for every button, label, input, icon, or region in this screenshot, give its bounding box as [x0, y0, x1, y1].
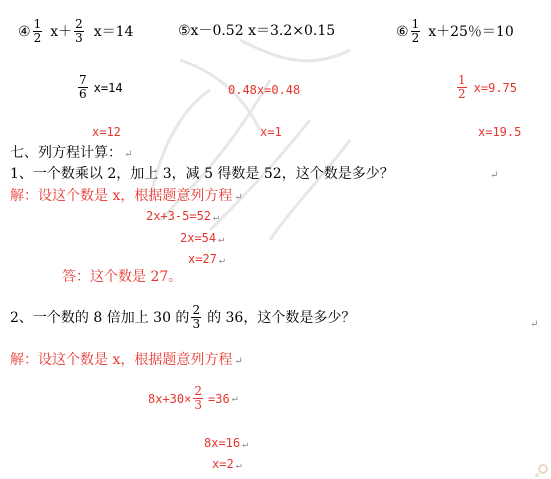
question-2-part-b: 的 36，这个数是多少？ — [207, 309, 356, 326]
watermark-graphic — [120, 0, 380, 270]
problem-6-number: ⑥ — [396, 23, 409, 40]
question-2-part-a: 2、一个数的 8 倍加上 30 的 — [10, 309, 190, 326]
question-2-fraction: $\frac{2}{3}$ — [192, 303, 201, 331]
problem-4 — [18, 18, 133, 45]
solution-6-fraction: $\frac{1}{2}$ — [458, 73, 466, 101]
solution-4-line — [76, 74, 123, 101]
solution-6-rest: x=9.75 — [473, 80, 517, 95]
problem-4-fraction-1: $\frac{1}{2}$ — [33, 17, 42, 45]
question-2-equation: 8x+30× $\frac{2}{3}$ =36 ↵ — [148, 384, 238, 412]
question-2-setup: 解：设这个数是 x，根据题意列方程 ↵ — [10, 352, 243, 368]
solution-4-fraction: $\frac{7}{6}$ — [79, 73, 87, 101]
paragraph-mark: ↵ — [490, 170, 499, 181]
corner-decoration — [531, 449, 551, 479]
problem-4-mid: x＋ — [50, 23, 73, 40]
question-1: 1、一个数乘以 2，加上 3，减 5 得数是 52，这个数是多少？ — [10, 166, 394, 182]
problem-6-fraction: $\frac{1}{2}$ — [411, 17, 420, 45]
question-1-step-1: 2x+3-5=52 ↵ — [146, 209, 220, 223]
solution-4-rest: x=14 — [93, 80, 123, 95]
question-1-answer: 答：这个数是 27。 — [62, 269, 183, 285]
question-2 — [10, 304, 355, 331]
solution-5-line: 0.48x=0.48 — [228, 83, 301, 97]
problem-4-number: ④ — [18, 23, 31, 40]
paragraph-mark: ↵ — [124, 149, 133, 160]
question-2-equation-fraction: $\frac{2}{3}$ — [194, 384, 202, 412]
problem-6 — [396, 18, 514, 45]
solution-6-line — [455, 74, 517, 101]
question-2-equation-part-a: 8x+30× — [148, 391, 192, 406]
question-1-setup: 解：设这个数是 x，根据题意列方程 ↵ — [10, 188, 243, 204]
problem-4-fraction-2: $\frac{2}{3}$ — [75, 17, 83, 45]
problem-5: ⑤x－0.52 x＝3.2×0.15 — [178, 23, 336, 39]
paragraph-mark: ↵ — [530, 319, 539, 330]
problem-6-tail: x＋25％＝10 — [428, 23, 514, 40]
solution-6-answer: x=19.5 — [478, 125, 522, 139]
problem-4-tail: x＝14 — [93, 23, 134, 40]
question-2-step-1: 8x=16 ↵ — [204, 436, 249, 450]
question-1-step-3: x=27 ↵ — [188, 252, 225, 266]
section-7-heading: 七、列方程计算： ↵ — [10, 145, 133, 161]
solution-5-answer: x=1 — [260, 125, 282, 139]
question-1-step-2: 2x=54 ↵ — [180, 231, 225, 245]
solution-4-answer: x=12 — [92, 125, 121, 139]
question-2-step-2: x=2 ↵ — [212, 457, 242, 471]
question-2-equation-part-b: =36 — [208, 391, 230, 406]
